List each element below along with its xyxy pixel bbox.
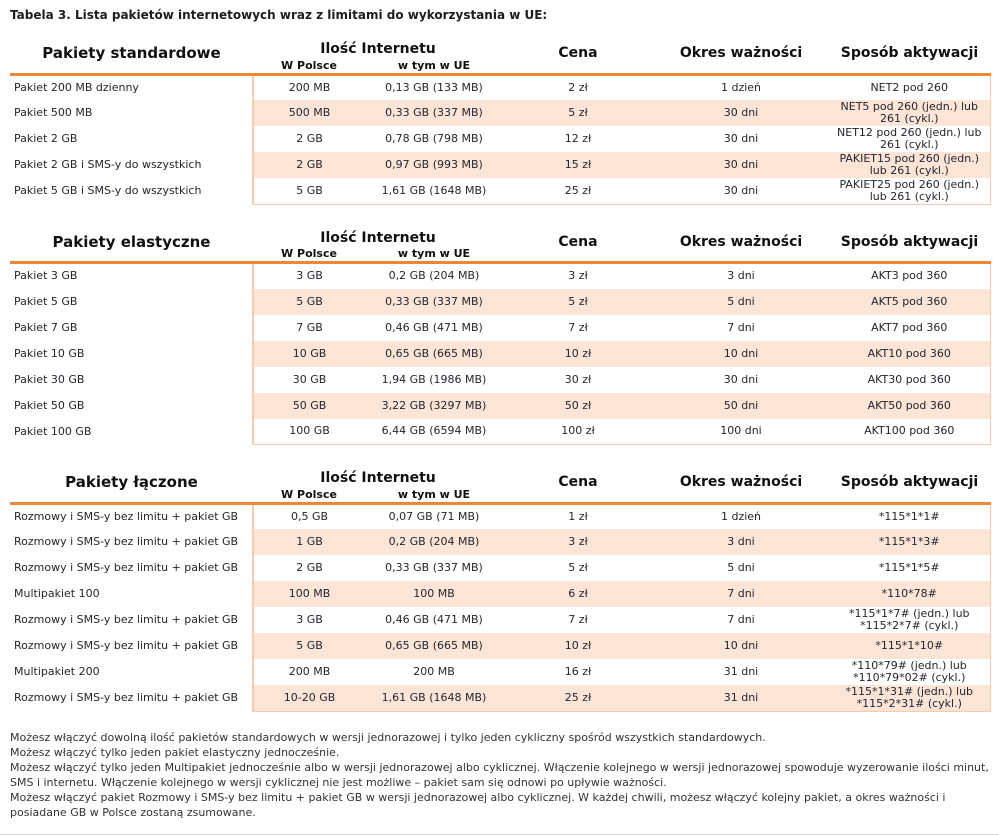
validity-cell: 31 dni (723, 665, 759, 678)
poland-amount-cell: 3 GB (253, 263, 365, 289)
price-cell: 15 zł (503, 152, 653, 178)
activation-cell: *110*79# (jedn.) lub *110*79*02# (cykl.) (829, 659, 990, 685)
poland-amount-cell: 10-20 GB (253, 685, 365, 711)
price-header: Cena (503, 463, 653, 503)
activation-cell: AKT10 pod 360 (829, 341, 990, 367)
table-row (10, 685, 990, 711)
poland-amount-cell: 100 GB (253, 419, 365, 445)
validity-cell: 7 dni (727, 320, 755, 334)
table-row (10, 341, 990, 367)
price-cell: 12 zł (564, 132, 592, 145)
activation-cell: *115*1*1# (829, 503, 990, 529)
activation-cell: *115*1*10# (829, 633, 990, 659)
validity-cell: 3 dni (727, 269, 755, 283)
eu-amount-cell: 0,33 GB (337 MB) (365, 289, 503, 315)
internet-amount-header: Ilość Internetu (320, 470, 436, 486)
poland-amount-cell: 100 MB (253, 581, 365, 607)
poland-subheader: W Polsce (253, 487, 365, 503)
price-cell: 10 zł (503, 633, 653, 659)
eu-amount-cell: 0,07 GB (71 MB) (388, 509, 480, 523)
eu-amount-cell: 200 MB (413, 665, 455, 678)
activation-cell: PAKIET15 pod 260 (jedn.) lub 261 (cykl.) (829, 152, 990, 178)
price-cell: 7 zł (568, 613, 588, 626)
eu-amount-cell: 0,65 GB (665 MB) (365, 341, 503, 367)
package-name-cell: Pakiet 100 GB (10, 419, 253, 445)
price-cell: 1 zł (568, 509, 588, 523)
price-cell: 30 zł (564, 372, 592, 386)
poland-amount-cell: 7 GB (253, 315, 365, 341)
eu-amount-cell: 1,61 GB (1648 MB) (365, 178, 503, 204)
validity-cell: 30 dni (653, 178, 829, 204)
activation-cell: NET2 pod 260 (829, 74, 990, 100)
activation-cell: AKT5 pod 360 (829, 289, 990, 315)
eu-subheader: w tym w UE (365, 247, 503, 263)
poland-amount-cell: 1 GB (253, 529, 365, 555)
validity-cell: 31 dni (653, 685, 829, 711)
package-name-cell: Pakiet 5 GB (10, 289, 253, 315)
table-row (10, 126, 990, 152)
poland-amount-cell: 30 GB (253, 367, 365, 393)
eu-subheader: w tym w UE (365, 58, 503, 74)
eu-amount-cell: 0,13 GB (133 MB) (385, 80, 483, 94)
activation-cell: *115*1*31# (jedn.) lub *115*2*31# (cykl.) (829, 685, 990, 711)
combined-packages-table (10, 463, 991, 712)
footnote: Możesz włączyć tylko jeden pakiet elastyczny jednocześnie. (10, 745, 340, 759)
validity-header: Okres ważności (653, 463, 829, 503)
poland-amount-cell: 50 GB (253, 393, 365, 419)
price-cell: 2 zł (568, 80, 588, 94)
package-name-cell: Rozmowy i SMS-y bez limitu + pakiet GB (10, 685, 253, 711)
eu-amount-cell: 1,94 GB (1986 MB) (381, 372, 487, 386)
table-row (10, 607, 990, 633)
activation-header: Sposób aktywacji (829, 223, 990, 263)
package-name-cell: Rozmowy i SMS-y bez limitu + pakiet GB (10, 503, 253, 529)
activation-cell: AKT30 pod 360 (829, 367, 990, 393)
package-name-cell: Multipakiet 100 (10, 581, 253, 607)
activation-cell: NET12 pod 260 (jedn.) lub 261 (cykl.) (829, 126, 990, 152)
poland-amount-cell: 2 GB (253, 126, 365, 152)
validity-cell: 7 dni (727, 613, 755, 626)
package-name-cell: Pakiet 7 GB (10, 315, 253, 341)
package-name-cell: Pakiet 2 GB i SMS-y do wszystkich (10, 152, 253, 178)
validity-cell: 1 dzień (720, 509, 762, 523)
table-row (10, 100, 990, 126)
package-group-header: Pakiety elastyczne (10, 223, 253, 263)
price-cell: 3 zł (503, 529, 653, 555)
eu-amount-cell: 0,46 GB (471 MB) (385, 320, 483, 334)
activation-header: Sposób aktywacji (829, 34, 990, 74)
validity-cell: 5 dni (727, 561, 755, 574)
eu-amount-cell: 0,65 GB (665 MB) (365, 633, 503, 659)
activation-cell: AKT3 pod 360 (829, 263, 990, 289)
activation-cell: AKT100 pod 360 (829, 419, 990, 445)
poland-amount-cell: 500 MB (253, 100, 365, 126)
table-row (10, 419, 990, 445)
poland-amount-cell: 5 GB (253, 178, 365, 204)
package-name-cell: Pakiet 30 GB (10, 367, 253, 393)
price-cell: 10 zł (503, 341, 653, 367)
table-header (10, 223, 990, 263)
package-name-cell: Multipakiet 200 (10, 659, 253, 685)
price-header: Cena (503, 34, 653, 74)
eu-amount-cell: 0,2 GB (204 MB) (365, 529, 503, 555)
poland-subheader: W Polsce (253, 247, 365, 263)
validity-cell: 30 dni (653, 100, 829, 126)
validity-cell: 3 dni (653, 529, 829, 555)
table-body (10, 503, 990, 711)
eu-amount-cell: 0,97 GB (993 MB) (365, 152, 503, 178)
page-bottom-divider (0, 834, 999, 835)
table-row (10, 503, 990, 529)
footnote: Możesz włączyć pakiet Rozmowy i SMS-y bez limitu + pakiet GB w wersji jednorazowej albo cyklicznej. W każdej chwili, możesz włączyć kolejny pakiet, a okres ważności i posiadane GB w Polsce zostaną zsumowane. (10, 790, 946, 819)
poland-amount-cell: 0,5 GB (253, 503, 365, 529)
validity-header: Okres ważności (653, 34, 829, 74)
validity-cell: 30 dni (723, 132, 759, 145)
footnote: Możesz włączyć tylko jeden Multipakiet jednocześnie albo w wersji jednorazowej albo cyklicznej. Włączenie kolejnego w wersji jednorazowej spowoduje wyzerowanie ilości minut, SMS i internetu. Włączenie kolejnego w wersji cyklicznej nie jest możliwe – pakiet sam się odnowi po upływie ważności. (10, 760, 989, 789)
table-header (10, 463, 990, 503)
eu-amount-cell: 0,78 GB (798 MB) (385, 132, 483, 145)
activation-cell: NET5 pod 260 (jedn.) lub 261 (cykl.) (829, 100, 990, 126)
package-name-cell: Rozmowy i SMS-y bez limitu + pakiet GB (10, 607, 253, 633)
activation-cell: AKT7 pod 360 (829, 315, 990, 341)
eu-amount-cell: 1,61 GB (1648 MB) (365, 685, 503, 711)
activation-cell: PAKIET25 pod 260 (jedn.) lub 261 (cykl.) (829, 178, 990, 204)
poland-amount-cell: 5 GB (253, 289, 365, 315)
table-row (10, 555, 990, 581)
internet-amount-header: Ilość Internetu (320, 41, 436, 57)
package-name-cell: Pakiet 2 GB (10, 126, 253, 152)
eu-amount-cell: 3,22 GB (3297 MB) (365, 393, 503, 419)
package-name-cell: Rozmowy i SMS-y bez limitu + pakiet GB (10, 529, 253, 555)
eu-subheader: w tym w UE (365, 487, 503, 503)
price-cell: 3 zł (568, 269, 588, 283)
eu-amount-cell: 0,46 GB (471 MB) (385, 613, 483, 626)
internet-amount-header: Ilość Internetu (320, 229, 436, 246)
price-cell: 25 zł (503, 178, 653, 204)
price-cell: 25 zł (503, 685, 653, 711)
validity-cell: 10 dni (653, 633, 829, 659)
table-row (10, 178, 990, 204)
eu-amount-cell: 0,33 GB (337 MB) (365, 100, 503, 126)
package-group-header: Pakiety standardowe (10, 34, 253, 74)
table-body (10, 74, 990, 204)
package-name-cell: Pakiet 10 GB (10, 341, 253, 367)
activation-cell: AKT50 pod 360 (829, 393, 990, 419)
package-name-cell: Pakiet 5 GB i SMS-y do wszystkich (10, 178, 253, 204)
price-header: Cena (503, 223, 653, 263)
price-cell: 5 zł (503, 100, 653, 126)
price-cell: 50 zł (503, 393, 653, 419)
price-cell: 16 zł (564, 665, 592, 678)
eu-amount-cell: 6,44 GB (6594 MB) (365, 419, 503, 445)
table-row (10, 152, 990, 178)
package-group-header: Pakiety łączone (10, 463, 253, 503)
table-row (10, 315, 990, 341)
flexible-packages-table (10, 223, 991, 446)
package-name-cell: Pakiet 50 GB (10, 393, 253, 419)
footnote: Możesz włączyć dowolną ilość pakietów standardowych w wersji jednorazowej i tylko jeden cykliczny spośród wszystkich standardowych. (10, 730, 766, 744)
table-row (10, 74, 990, 100)
activation-cell: *115*1*5# (829, 555, 990, 581)
document-title: Tabela 3. Lista pakietów internetowych wraz z limitami do wykorzystania w UE: (10, 8, 548, 22)
table-row (10, 367, 990, 393)
eu-amount-cell: 0,33 GB (337 MB) (385, 561, 483, 574)
price-cell: 100 zł (503, 419, 653, 445)
poland-amount-cell: 2 GB (253, 152, 365, 178)
table-row (10, 633, 990, 659)
table-row (10, 289, 990, 315)
validity-cell: 100 dni (653, 419, 829, 445)
package-name-cell: Rozmowy i SMS-y bez limitu + pakiet GB (10, 633, 253, 659)
eu-amount-cell: 100 MB (365, 581, 503, 607)
poland-subheader: W Polsce (253, 58, 365, 74)
price-cell: 5 zł (568, 561, 588, 574)
validity-cell: 5 dni (653, 289, 829, 315)
validity-cell: 30 dni (723, 372, 759, 386)
package-name-cell: Rozmowy i SMS-y bez limitu + pakiet GB (10, 555, 253, 581)
package-name-cell: Pakiet 3 GB (10, 263, 253, 289)
table-header (10, 34, 990, 74)
validity-header: Okres ważności (653, 223, 829, 263)
price-cell: 6 zł (503, 581, 653, 607)
validity-cell: 1 dzień (720, 80, 762, 94)
package-name-cell: Pakiet 200 MB dzienny (10, 74, 253, 100)
table-row (10, 393, 990, 419)
footnotes-block (10, 730, 989, 820)
table-row (10, 581, 990, 607)
table-body (10, 263, 990, 445)
activation-cell: *115*1*7# (jedn.) lub *115*2*7# (cykl.) (829, 607, 990, 633)
validity-cell: 50 dni (653, 393, 829, 419)
poland-amount-cell: 5 GB (253, 633, 365, 659)
poland-amount-cell: 10 GB (253, 341, 365, 367)
activation-header: Sposób aktywacji (829, 463, 990, 503)
poland-amount-cell: 200 MB (253, 659, 365, 685)
validity-cell: 10 dni (653, 341, 829, 367)
package-name-cell: Pakiet 500 MB (10, 100, 253, 126)
table-row (10, 263, 990, 289)
activation-cell: *110*78# (829, 581, 990, 607)
table-row (10, 529, 990, 555)
poland-amount-cell: 2 GB (253, 555, 365, 581)
price-cell: 5 zł (503, 289, 653, 315)
eu-amount-cell: 0,2 GB (204 MB) (388, 269, 480, 283)
price-cell: 7 zł (568, 320, 588, 334)
standard-packages-table (10, 34, 991, 205)
validity-cell: 7 dni (653, 581, 829, 607)
poland-amount-cell: 200 MB (253, 74, 365, 100)
activation-cell: *115*1*3# (829, 529, 990, 555)
poland-amount-cell: 3 GB (253, 607, 365, 633)
validity-cell: 30 dni (653, 152, 829, 178)
table-row (10, 659, 990, 685)
